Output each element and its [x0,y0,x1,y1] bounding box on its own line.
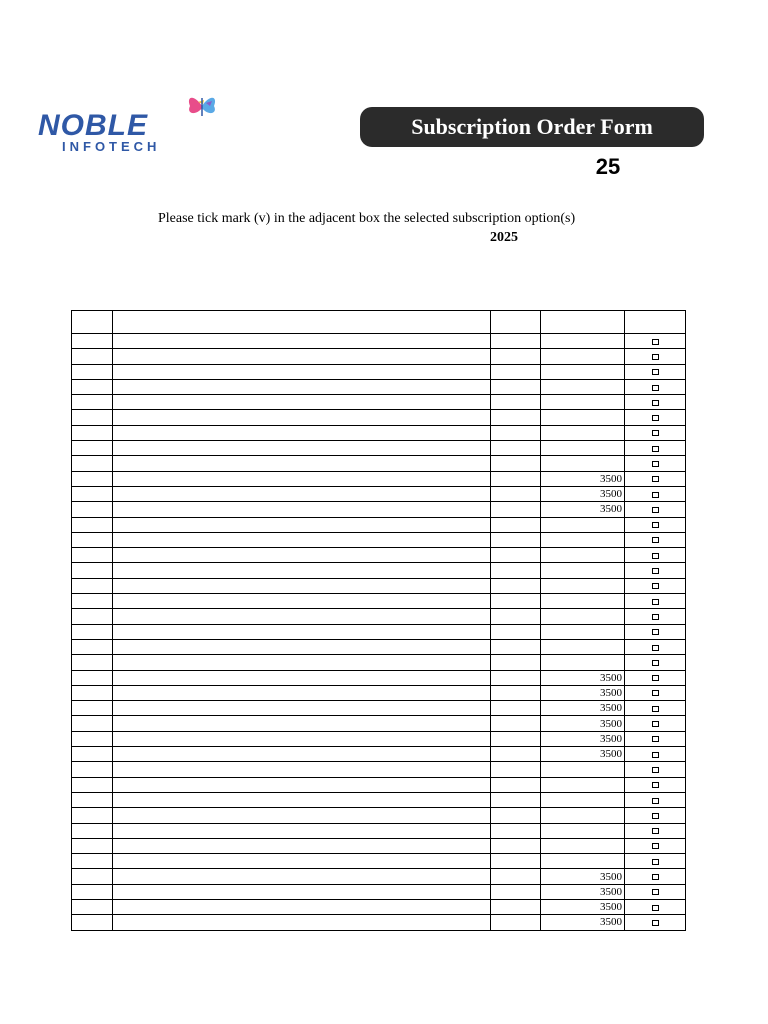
table-row [72,624,686,639]
tick-cell [625,854,686,869]
table-cell [491,823,541,838]
edition-number: 25 [595,154,621,179]
tick-cell [625,670,686,685]
tick-cell [625,792,686,807]
price-cell [541,823,625,838]
table-cell [113,624,491,639]
table-cell [491,854,541,869]
tick-cell [625,364,686,379]
table-body [72,334,686,931]
tick-cell [625,838,686,853]
table-cell [72,502,113,517]
price-cell: 3500 [541,915,625,930]
subscription-checkbox[interactable] [652,369,659,375]
table-cell [72,517,113,532]
table-cell [113,548,491,563]
table-cell [72,425,113,440]
subscription-checkbox[interactable] [652,446,659,452]
table-cell [491,670,541,685]
table-cell [491,884,541,899]
table-cell [491,731,541,746]
table-row [72,777,686,792]
table-row [72,578,686,593]
table-cell [72,884,113,899]
table-cell [113,334,491,349]
table-row [72,685,686,700]
price-cell [541,655,625,670]
table-row [72,762,686,777]
price-cell: 3500 [541,670,625,685]
table-row [72,548,686,563]
table-cell [491,441,541,456]
column-header [491,311,541,334]
table-cell [72,624,113,639]
table-cell [72,762,113,777]
form-title-banner [360,107,704,147]
subscription-checkbox[interactable] [652,645,659,651]
subscription-checkbox[interactable] [652,339,659,345]
tick-cell [625,639,686,654]
table-row [72,915,686,930]
subscription-checkbox[interactable] [652,568,659,574]
table-cell [113,899,491,914]
tick-cell [625,456,686,471]
table-cell [72,563,113,578]
table-cell [113,701,491,716]
logo-tagline: INFOTECH [62,139,161,154]
price-cell [541,792,625,807]
table-cell [113,425,491,440]
table-cell [113,915,491,930]
tick-cell [625,899,686,914]
price-cell [541,563,625,578]
tick-cell [625,395,686,410]
price-cell: 3500 [541,486,625,501]
table-cell [72,701,113,716]
table-cell [113,486,491,501]
price-cell: 3500 [541,884,625,899]
subscription-checkbox[interactable] [652,385,659,391]
table-cell [113,532,491,547]
table-cell [113,747,491,762]
table-row [72,425,686,440]
table-cell [113,838,491,853]
table-cell [72,838,113,853]
subscription-checkbox[interactable] [652,537,659,543]
subscription-checkbox[interactable] [652,782,659,788]
subscription-year: 2025 [490,230,518,245]
tick-cell [625,884,686,899]
tick-cell [625,425,686,440]
subscription-checkbox[interactable] [652,629,659,635]
subscription-checkbox[interactable] [652,476,659,482]
table-cell [72,731,113,746]
subscription-table [71,310,686,931]
table-cell [491,899,541,914]
butterfly-logo-icon [184,92,220,120]
table-cell [113,670,491,685]
subscription-checkbox[interactable] [652,400,659,406]
table-row [72,731,686,746]
subscription-checkbox[interactable] [652,430,659,436]
tick-cell [625,915,686,930]
table-cell [72,808,113,823]
table-cell [491,471,541,486]
price-cell [541,854,625,869]
price-cell: 3500 [541,685,625,700]
table-cell [491,655,541,670]
tick-cell [625,548,686,563]
subscription-checkbox[interactable] [652,905,659,911]
price-cell [541,639,625,654]
tick-cell [625,517,686,532]
tick-cell [625,716,686,731]
price-cell [541,334,625,349]
table-cell [491,502,541,517]
table-row [72,792,686,807]
table-row [72,364,686,379]
table-cell [491,685,541,700]
table-cell [113,854,491,869]
table-cell [113,349,491,364]
table-cell [72,609,113,624]
table-cell [72,441,113,456]
table-cell [491,915,541,930]
subscription-checkbox[interactable] [652,675,659,681]
table-row [72,747,686,762]
table-cell [113,471,491,486]
table-cell [491,624,541,639]
price-cell [541,441,625,456]
subscription-checkbox[interactable] [652,828,659,834]
tick-cell [625,609,686,624]
tick-cell [625,731,686,746]
tick-cell [625,349,686,364]
table-cell [491,548,541,563]
table-cell [491,716,541,731]
table-cell [72,777,113,792]
table-cell [491,410,541,425]
table-cell [113,410,491,425]
logo-name: NOBLE [38,109,148,142]
table-cell [72,639,113,654]
column-header [541,311,625,334]
table-row [72,441,686,456]
column-header [113,311,491,334]
table-cell [491,563,541,578]
tick-cell [625,777,686,792]
table-cell [72,578,113,593]
table-row [72,563,686,578]
subscription-checkbox[interactable] [652,736,659,742]
tick-cell [625,624,686,639]
table-cell [113,639,491,654]
table-cell [113,731,491,746]
table-row [72,532,686,547]
table-cell [72,594,113,609]
subscription-checkbox[interactable] [652,461,659,467]
tick-cell [625,410,686,425]
subscription-checkbox[interactable] [652,690,659,696]
table-cell [72,854,113,869]
table-cell [72,395,113,410]
column-header [72,311,113,334]
tick-cell [625,563,686,578]
table-cell [113,823,491,838]
table-row [72,639,686,654]
table-row [72,655,686,670]
table-cell [72,379,113,394]
tick-cell [625,471,686,486]
subscription-checkbox[interactable] [652,507,659,513]
table-cell [72,364,113,379]
price-cell: 3500 [541,471,625,486]
table-cell [491,364,541,379]
table-cell [72,915,113,930]
table-row [72,609,686,624]
table-cell [491,486,541,501]
table-cell [72,532,113,547]
table-cell [491,395,541,410]
price-cell [541,838,625,853]
tick-cell [625,502,686,517]
table-cell [72,349,113,364]
table-cell [113,563,491,578]
tick-cell [625,701,686,716]
table-cell [113,655,491,670]
tick-cell [625,578,686,593]
price-cell [541,349,625,364]
table-cell [491,532,541,547]
subscription-checkbox[interactable] [652,767,659,773]
table-cell [113,456,491,471]
table-cell [72,655,113,670]
subscription-checkbox[interactable] [652,874,659,880]
table-cell [113,502,491,517]
subscription-checkbox[interactable] [652,920,659,926]
table-row [72,854,686,869]
table-cell [72,899,113,914]
table-row [72,716,686,731]
table-row [72,869,686,884]
price-cell [541,762,625,777]
table-row [72,670,686,685]
column-header [625,311,686,334]
table-cell [491,425,541,440]
table-cell [113,594,491,609]
subscription-checkbox[interactable] [652,752,659,758]
table-row [72,395,686,410]
table-cell [113,395,491,410]
table-cell [491,869,541,884]
price-cell: 3500 [541,869,625,884]
price-cell [541,379,625,394]
table-row [72,899,686,914]
price-cell: 3500 [541,701,625,716]
price-cell: 3500 [541,747,625,762]
table-cell [72,670,113,685]
table-cell [72,548,113,563]
table-row [72,517,686,532]
tick-cell [625,747,686,762]
table-cell [72,685,113,700]
price-cell [541,609,625,624]
table-cell [72,334,113,349]
subscription-checkbox[interactable] [652,522,659,528]
price-cell [541,548,625,563]
table-cell [113,685,491,700]
table-cell [491,639,541,654]
table-cell [491,777,541,792]
subscription-checkbox[interactable] [652,843,659,849]
price-cell [541,517,625,532]
subscription-checkbox[interactable] [652,553,659,559]
table-cell [113,379,491,394]
table-cell [72,486,113,501]
table-cell [113,578,491,593]
table-row [72,486,686,501]
form-title: Subscription Order Form [411,114,653,139]
price-cell [541,624,625,639]
table-cell [491,349,541,364]
subscription-checkbox[interactable] [652,798,659,804]
subscription-checkbox[interactable] [652,721,659,727]
price-cell: 3500 [541,899,625,914]
subscription-checkbox[interactable] [652,583,659,589]
table-cell [113,716,491,731]
table-row [72,808,686,823]
table-cell [72,792,113,807]
table-cell [491,578,541,593]
price-cell [541,532,625,547]
price-cell [541,395,625,410]
table-row [72,471,686,486]
table-cell [113,609,491,624]
subscription-checkbox[interactable] [652,889,659,895]
table-cell [491,808,541,823]
table-cell [113,441,491,456]
tick-cell [625,441,686,456]
table-cell [491,456,541,471]
table-row [72,334,686,349]
price-cell [541,777,625,792]
table-row [72,823,686,838]
tick-cell [625,869,686,884]
table-cell [491,792,541,807]
table-cell [491,701,541,716]
table-header-row [72,311,686,334]
price-cell [541,364,625,379]
price-cell [541,594,625,609]
table-cell [72,471,113,486]
price-cell [541,456,625,471]
table-cell [113,808,491,823]
price-cell [541,808,625,823]
table-cell [113,517,491,532]
subscription-checkbox[interactable] [652,614,659,620]
price-cell [541,425,625,440]
table-cell [72,869,113,884]
table-cell [491,747,541,762]
tick-cell [625,823,686,838]
table-cell [72,716,113,731]
table-row [72,701,686,716]
price-cell [541,410,625,425]
tick-cell [625,655,686,670]
tick-cell [625,808,686,823]
table-cell [491,762,541,777]
table-cell [72,410,113,425]
subscription-checkbox[interactable] [652,599,659,605]
subscription-checkbox[interactable] [652,415,659,421]
subscription-checkbox[interactable] [652,354,659,360]
table-row [72,884,686,899]
table-row [72,456,686,471]
tick-cell [625,685,686,700]
table-cell [72,456,113,471]
table-row [72,594,686,609]
table-cell [491,379,541,394]
table-cell [113,884,491,899]
table-cell [491,609,541,624]
tick-cell [625,594,686,609]
tick-cell [625,486,686,501]
subscription-checkbox[interactable] [652,813,659,819]
tick-cell [625,532,686,547]
tick-cell [625,762,686,777]
table-cell [491,334,541,349]
tick-cell [625,334,686,349]
subscription-checkbox[interactable] [652,859,659,865]
company-logo [36,92,226,160]
price-cell: 3500 [541,502,625,517]
table-cell [72,823,113,838]
price-cell: 3500 [541,731,625,746]
table-row [72,349,686,364]
tick-cell [625,379,686,394]
table-row [72,838,686,853]
table-cell [113,869,491,884]
table-cell [113,777,491,792]
table-cell [491,594,541,609]
table-cell [113,364,491,379]
table-row [72,410,686,425]
table-cell [113,792,491,807]
table-cell [113,762,491,777]
instructions-text: Please tick mark (v) in the adjacent box the selected subscription option(s) [158,211,576,226]
price-cell: 3500 [541,716,625,731]
price-cell [541,578,625,593]
table-row [72,379,686,394]
subscription-checkbox[interactable] [652,706,659,712]
subscription-checkbox[interactable] [652,492,659,498]
table-cell [72,747,113,762]
table-row [72,502,686,517]
table-cell [491,838,541,853]
table-cell [491,517,541,532]
subscription-checkbox[interactable] [652,660,659,666]
